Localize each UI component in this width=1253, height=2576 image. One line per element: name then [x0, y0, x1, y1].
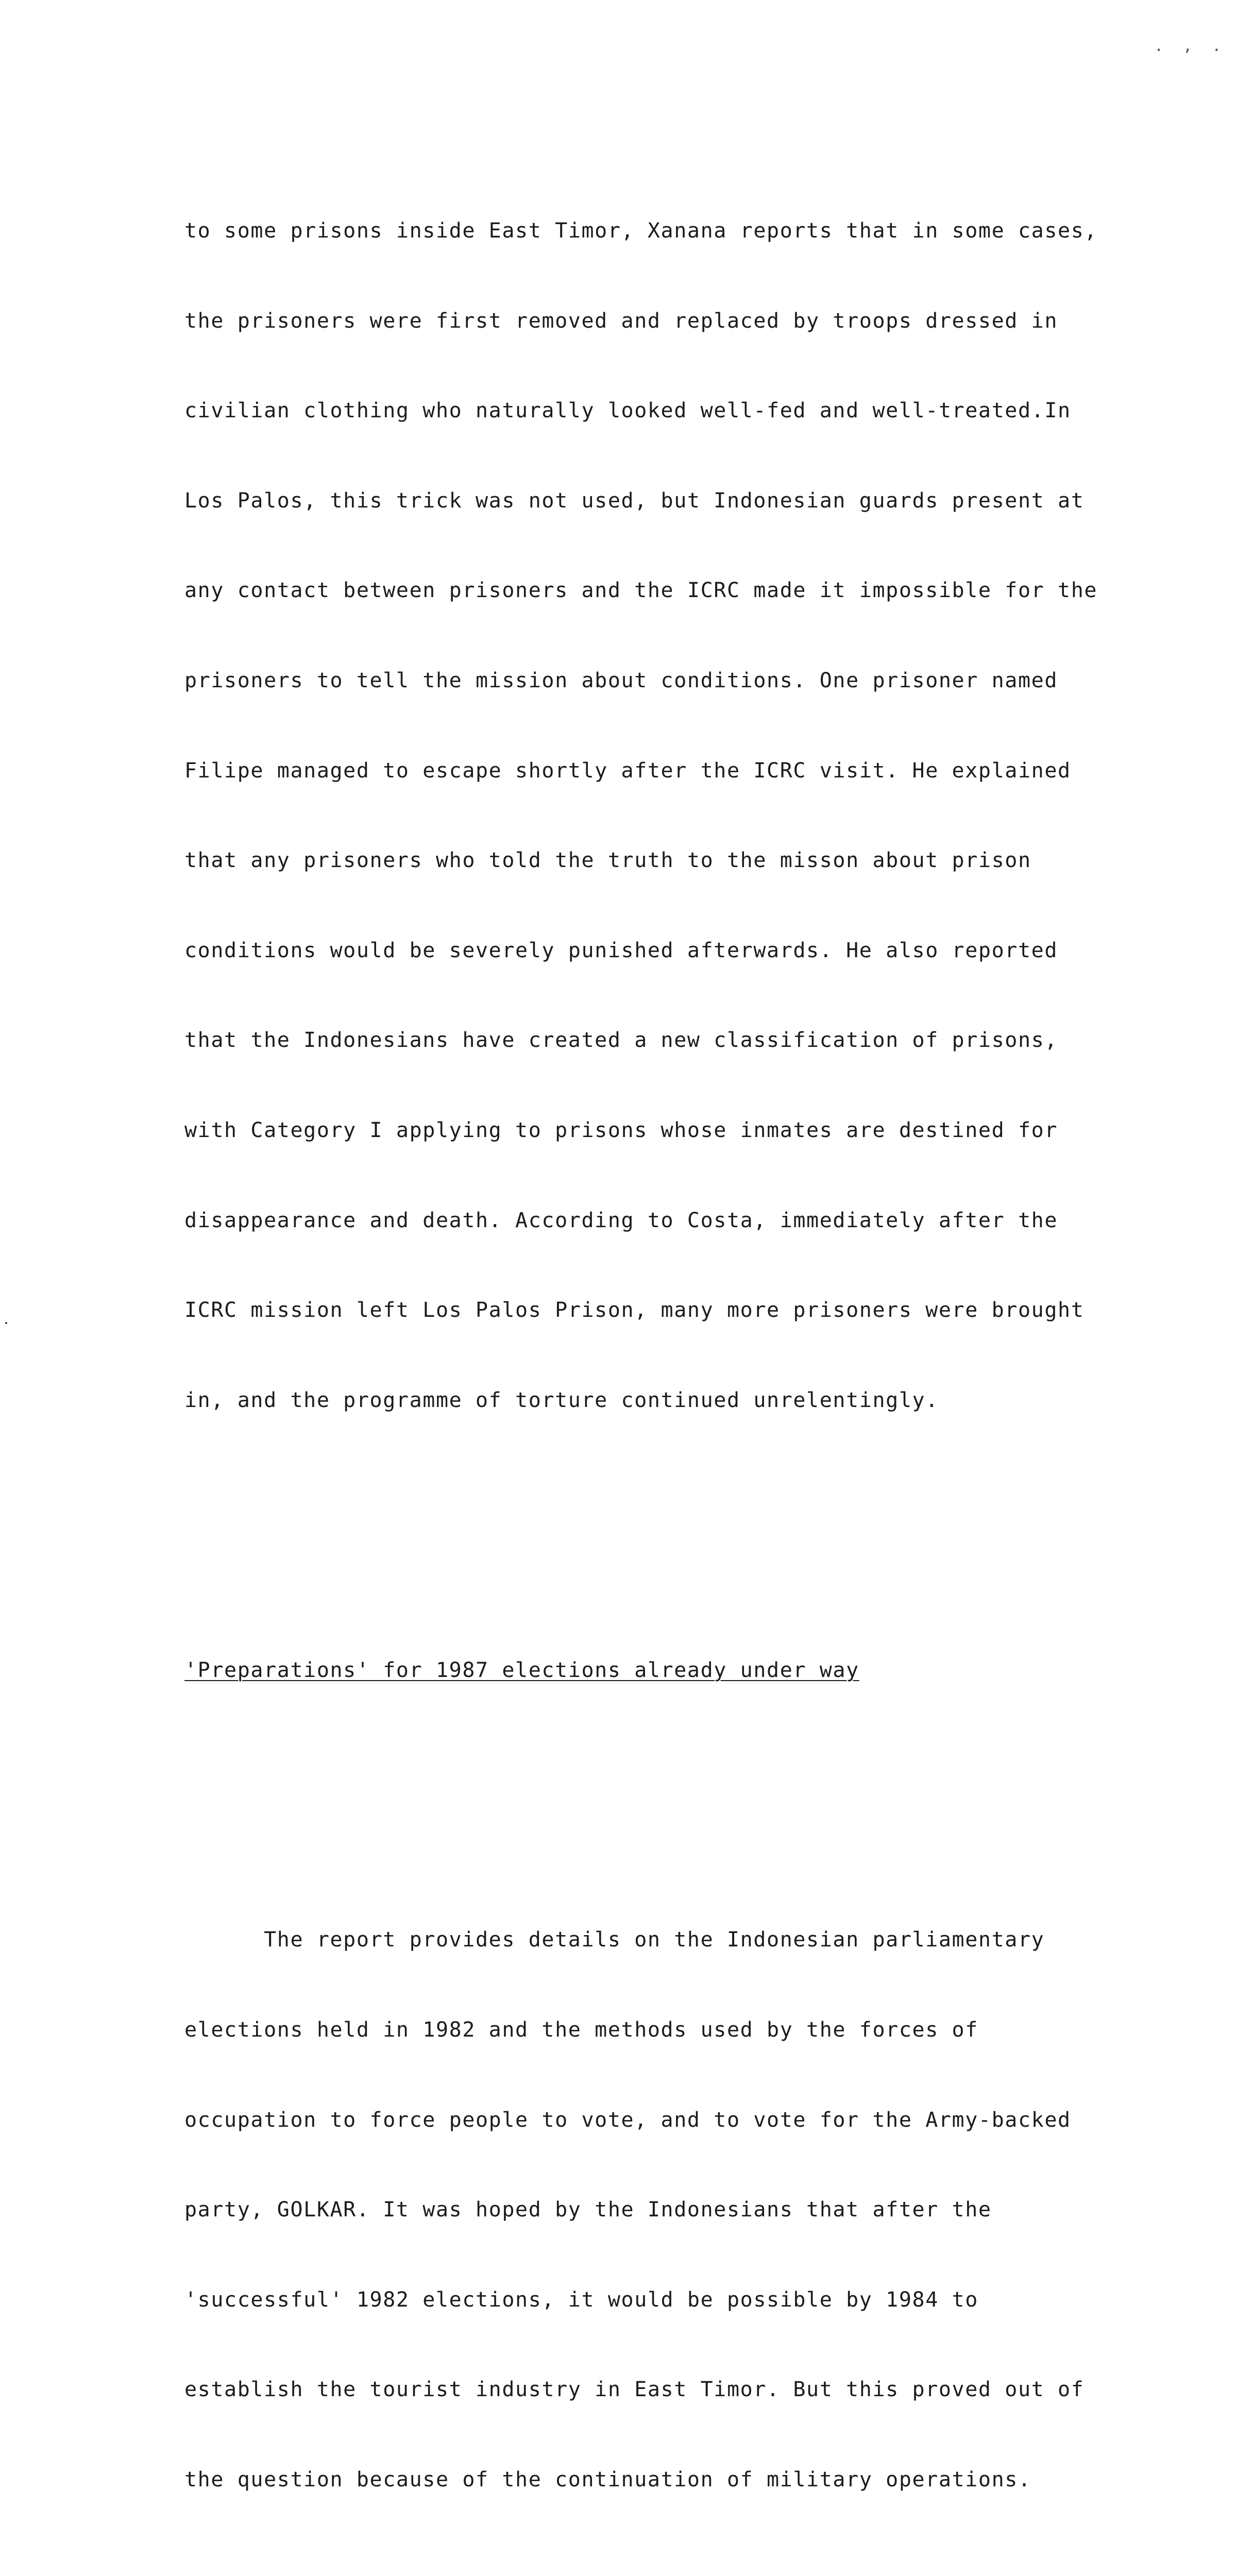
text-line: Los Palos, this trick was not used, but Indonesian guards present at — [184, 488, 1085, 513]
scan-speck — [5, 1322, 7, 1324]
text-line: that the Indonesians have created a new classification of prisons, — [184, 1028, 1058, 1053]
text-line: Filipe managed to escape shortly after the ICRC visit. He explained — [184, 758, 1071, 783]
text-line: the prisoners were first removed and replaced by troops dressed in — [184, 309, 1058, 333]
text-line: occupation to force people to vote, and to vote for the Army-backed — [184, 2108, 1071, 2132]
paragraph-prison-visits — [184, 156, 1253, 1476]
text-line: The report provides details on the Indonesian parliamentary — [184, 1928, 1045, 1952]
text-line: civilian clothing who naturally looked well-fed and well-treated.In — [184, 399, 1071, 423]
text-line: prisoners to tell the mission about conditions. One prisoner named — [184, 668, 1058, 692]
paragraph-gap — [184, 1565, 1253, 1595]
text-line: the question because of the continuation of military operations. — [184, 2467, 1031, 2492]
heading-text: 'Preparations' for 1987 elections already under way — [184, 1658, 859, 1682]
text-line: any contact between prisoners and the ICRC made it impossible for the — [184, 579, 1098, 603]
text-line: that any prisoners who told the truth to the misson about prison — [184, 849, 1031, 873]
paragraph-elections-1982 — [184, 1865, 1253, 2555]
text-line: establish the tourist industry in East Timor. But this proved out of — [184, 2378, 1085, 2402]
text-line: disappearance and death. According to Costa, immediately after the — [184, 1208, 1058, 1232]
text-line: with Category I applying to prisons whose inmates are destined for — [184, 1118, 1058, 1142]
section-heading-elections — [184, 1655, 1253, 1685]
text-line: 'successful' 1982 elections, it would be possible by 1984 to — [184, 2287, 978, 2312]
text-line: to some prisons inside East Timor, Xanana reports that in some cases, — [184, 219, 1098, 243]
text-line: elections held in 1982 and the methods used by the forces of — [184, 2018, 978, 2042]
text-line: in, and the programme of torture continued unrelentingly. — [184, 1388, 939, 1412]
document-body — [184, 66, 1253, 2576]
text-line: ICRC mission left Los Palos Prison, many more prisoners were brought — [184, 1298, 1085, 1323]
text-line: conditions would be severely punished afterwards. He also reported — [184, 938, 1058, 962]
page-number-mark: . , . — [1154, 37, 1227, 55]
paragraph-gap — [184, 1745, 1253, 1775]
text-line: party, GOLKAR. It was hoped by the Indonesians that after the — [184, 2198, 992, 2222]
